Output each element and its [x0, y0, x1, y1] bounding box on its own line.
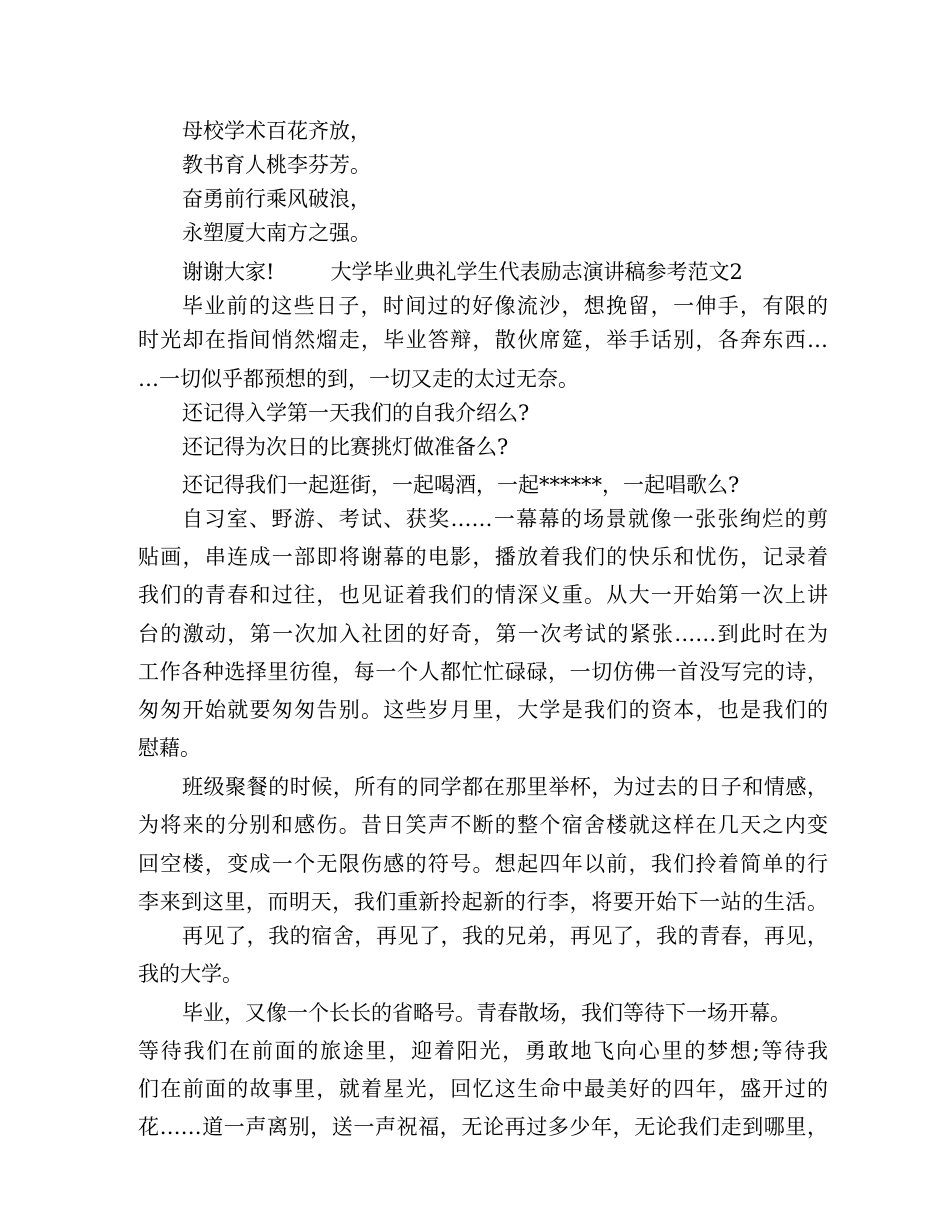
text-line-content: 还记得我们一起逛街，一起喝酒，一起******，一起唱歌么? — [182, 473, 740, 497]
text-line-content: 李来到这里，而明天，我们重新拎起新的行李，将要开始下一站的生活。 — [138, 890, 828, 914]
text-line — [182, 770, 828, 804]
text-line — [182, 396, 828, 430]
text-line-content: 还记得为次日的比赛挑灯做准备么? — [182, 435, 509, 459]
text-line — [138, 362, 828, 396]
text-line — [182, 182, 828, 216]
text-line-content: 我的大学。 — [138, 962, 243, 986]
text-line-content: 教书育人桃李芬芳。 — [182, 153, 371, 177]
text-line-content: 回空楼，变成一个无限伤感的符号。想起四年以前，我们拎着简单的行 — [138, 852, 828, 876]
text-line — [138, 731, 828, 765]
text-line-content: 谢谢大家! — [182, 260, 275, 284]
text-line-content: 永塑厦大南方之强。 — [182, 221, 371, 245]
text-line — [182, 430, 828, 464]
text-line — [182, 216, 828, 250]
text-line — [182, 919, 828, 953]
text-line-content: 我们的青春和过往，也见证着我们的情深义重。从大一开始第一次上讲 — [138, 583, 828, 607]
text-line — [138, 847, 828, 881]
text-line-content: 班级聚餐的时候，所有的同学都在那里举杯，为过去的日子和情感， — [182, 775, 828, 799]
text-line — [138, 1034, 828, 1068]
text-line-content: 时光却在指间悄然熘走，毕业答辩，散伙席筵，举手话别，各奔东西… — [138, 328, 828, 352]
text-line — [138, 885, 828, 919]
text-line — [182, 502, 828, 536]
text-line — [138, 655, 828, 689]
text-line-content: 工作各种选择里彷徨，每一个人都忙忙碌碌，一切仿佛一首没写完的诗， — [138, 660, 828, 684]
text-line-content: 们在前面的故事里，就着星光，回忆这生命中最美好的四年，盛开过的 — [138, 1077, 828, 1101]
text-line-content: 匆匆开始就要匆匆告别。这些岁月里，大学是我们的资本，也是我们的 — [138, 698, 828, 722]
text-line — [138, 1072, 828, 1106]
text-line-content: 自习室、野游、考试、获奖……一幕幕的场景就像一张张绚烂的剪 — [182, 507, 828, 531]
text-line-content: 母校学术百花齐放， — [182, 119, 371, 143]
text-line-content: 还记得入学第一天我们的自我介绍么? — [182, 401, 530, 425]
text-line — [138, 323, 828, 357]
text-line-content: 台的激动，第一次加入社团的好奇，第一次考试的紧张……到此时在为 — [138, 622, 828, 646]
text-line-content: 花……道一声离别，送一声祝福，无论再过多少年，无论我们走到哪里， — [138, 1115, 828, 1139]
text-line-content: 等待我们在前面的旅途里，迎着阳光，勇敢地飞向心里的梦想;等待我 — [138, 1039, 828, 1063]
text-line-content: 慰藉。 — [138, 736, 201, 760]
text-line — [182, 289, 828, 323]
text-line-content: 再见了，我的宿舍，再见了，我的兄弟，再见了，我的青春，再见， — [182, 924, 828, 948]
text-line-content: 贴画，串连成一部即将谢幕的电影，播放着我们的快乐和忧伤，记录着 — [138, 545, 828, 569]
article-title: 大学毕业典礼学生代表励志演讲稿参考范文2 — [330, 260, 743, 284]
text-line-content: …一切似乎都预想的到，一切又走的太过无奈。 — [138, 367, 579, 391]
text-line — [138, 540, 828, 574]
text-line — [138, 617, 828, 651]
text-line-content: 毕业前的这些日子，时间过的好像流沙，想挽留，一伸手，有限的 — [182, 294, 828, 318]
text-line — [182, 255, 828, 289]
text-line — [138, 808, 828, 842]
text-line — [182, 148, 828, 182]
text-line — [138, 957, 828, 991]
text-line — [138, 578, 828, 612]
text-line — [138, 1110, 828, 1144]
text-line — [182, 468, 828, 502]
text-line-content: 为将来的分别和感伤。昔日笑声不断的整个宿舍楼就这样在几天之内变 — [138, 813, 828, 837]
text-line-content: 毕业，又像一个长长的省略号。青春散场，我们等待下一场开幕。 — [182, 1001, 791, 1025]
text-line — [182, 996, 828, 1030]
text-line-content: 奋勇前行乘风破浪， — [182, 187, 371, 211]
text-line — [138, 693, 828, 727]
text-line — [182, 114, 828, 148]
